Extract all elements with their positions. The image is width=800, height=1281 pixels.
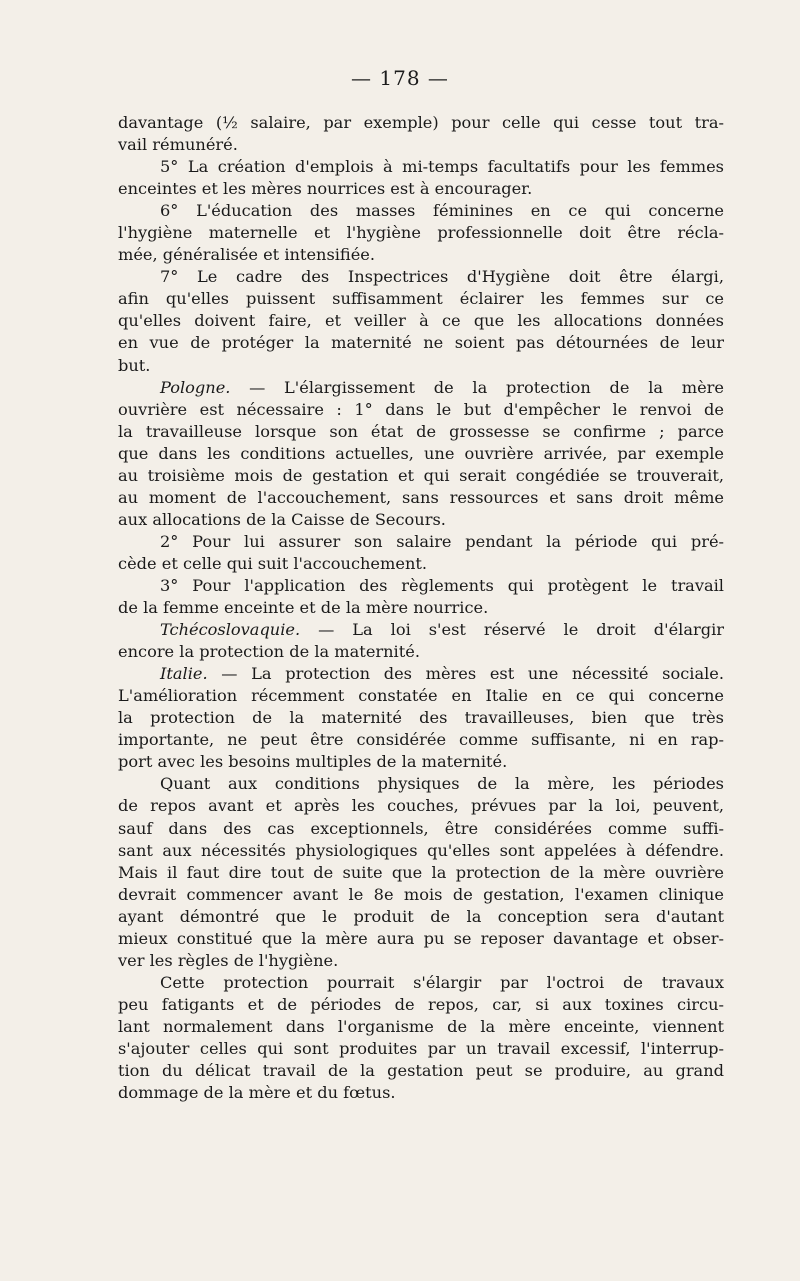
text-line [118, 421, 724, 443]
line-text: Cette protection pourrait s'élargir par l'octroi de travaux [160, 972, 724, 992]
text-line [118, 795, 724, 817]
line-text: Quant aux conditions physiques de la mère, les périodes [160, 774, 724, 794]
text-line [118, 994, 724, 1016]
line-text: importante, ne peut être considérée comme suffisante, ni en rap- [118, 730, 724, 750]
line-text: l'hygiène maternelle et l'hygiène professionnelle doit être récla- [118, 223, 724, 243]
line-text: encore la protection de la maternité. [118, 642, 420, 662]
text-line [118, 244, 724, 266]
text-line [118, 200, 724, 222]
line-text: ayant démontré que le produit de la conception sera d'autant [118, 906, 724, 926]
text-line [118, 531, 724, 553]
line-text: sant aux nécessités physiologiques qu'elles sont appelées à défendre. [118, 840, 724, 860]
line-text: afin qu'elles puissent suffisamment éclairer les femmes sur ce [118, 289, 724, 309]
line-text: dommage de la mère et du fœtus. [118, 1083, 396, 1103]
text-line [118, 1016, 724, 1038]
text-line [118, 707, 724, 729]
line-text: sauf dans des cas exceptionnels, être considérées comme suffi- [118, 818, 724, 838]
text-line [118, 950, 724, 972]
line-text: la protection de la maternité des travailleuses, bien que très [118, 708, 724, 728]
line-text: mée, généralisée et intensifiée. [118, 245, 376, 265]
line-text: tion du délicat travail de la gestation peut se produire, au grand [118, 1061, 724, 1081]
line-text: davantage (½ salaire, par exemple) pour celle qui cesse tout tra- [118, 113, 724, 132]
text-line [118, 487, 724, 509]
text-line [118, 266, 724, 288]
line-text: lant normalement dans l'organisme de la mère enceinte, viennent [118, 1016, 724, 1036]
line-text: ouvrière est nécessaire : 1° dans le but d'empêcher le renvoi de [118, 399, 724, 419]
text-line [118, 906, 724, 928]
text-line [118, 222, 724, 244]
text-line [118, 310, 724, 332]
country-heading: Pologne. [160, 377, 231, 397]
line-text: ver les règles de l'hygiène. [118, 950, 339, 970]
text-line [118, 355, 724, 377]
text-line [118, 884, 724, 906]
line-text: aux allocations de la Caisse de Secours. [118, 509, 446, 529]
line-text: — La loi s'est réservé le droit d'élargir [300, 620, 724, 640]
line-text: but. [118, 355, 151, 375]
line-text: s'ajouter celles qui sont produites par un travail excessif, l'interrup- [118, 1038, 724, 1058]
text-line [118, 663, 724, 685]
line-text: — L'élargissement de la protection de la mère [230, 377, 724, 397]
text-line [118, 597, 724, 619]
text-line [118, 928, 724, 950]
text-line [118, 972, 724, 994]
line-text: 5° La création d'emplois à mi-temps facultatifs pour les femmes [160, 157, 724, 177]
text-line [118, 377, 724, 399]
country-heading: Tchécoslovaquie. [160, 620, 301, 640]
text-line [118, 465, 724, 487]
text-line [118, 1082, 724, 1104]
text-line [118, 553, 724, 575]
text-line [118, 399, 724, 421]
text-line [118, 641, 724, 663]
text-line [118, 685, 724, 707]
text-line [118, 178, 724, 200]
line-text: L'amélioration récemment constatée en Italie en ce qui concerne [118, 686, 724, 706]
line-text: 7° Le cadre des Inspectrices d'Hygiène doit être élargi, [160, 267, 724, 287]
text-line [118, 773, 724, 795]
text-line [118, 288, 724, 310]
text-line [118, 112, 724, 134]
text-line [118, 818, 724, 840]
line-text: au moment de l'accouchement, sans ressources et sans droit même [118, 487, 724, 507]
country-heading: Italie. [160, 664, 208, 684]
body-text [118, 112, 724, 1104]
text-line [118, 619, 724, 641]
text-line [118, 156, 724, 178]
line-text: que dans les conditions actuelles, une ouvrière arrivée, par exemple [118, 443, 724, 463]
line-text: la travailleuse lorsque son état de grossesse se confirme ; parce [118, 421, 724, 441]
text-line [118, 840, 724, 862]
text-line [118, 1038, 724, 1060]
line-text: en vue de protéger la maternité ne soient pas détournées de leur [118, 333, 724, 353]
line-text: peu fatigants et de périodes de repos, car, si aux toxines circu- [118, 994, 724, 1014]
text-line [118, 509, 724, 531]
text-line [118, 729, 724, 751]
line-text: qu'elles doivent faire, et veiller à ce que les allocations données [118, 311, 724, 331]
text-line [118, 862, 724, 884]
line-text: 3° Pour l'application des règlements qui protègent le travail [160, 575, 724, 595]
line-text: enceintes et les mères nourrices est à encourager. [118, 179, 533, 199]
page-number: — 178 — [351, 66, 449, 90]
line-text: cède et celle qui suit l'accouchement. [118, 553, 428, 573]
line-text: de repos avant et après les couches, prévues par la loi, peuvent, [118, 796, 724, 816]
line-text: — La protection des mères est une nécessité sociale. [207, 664, 724, 684]
line-text: mieux constitué que la mère aura pu se reposer davantage et obser- [118, 928, 724, 948]
text-line [118, 751, 724, 773]
line-text: de la femme enceinte et de la mère nourrice. [118, 598, 489, 618]
line-text: au troisième mois de gestation et qui serait congédiée se trouverait, [118, 465, 724, 485]
line-text: Mais il faut dire tout de suite que la protection de la mère ouvrière [118, 862, 724, 882]
line-text: port avec les besoins multiples de la maternité. [118, 752, 508, 772]
line-text: devrait commencer avant le 8e mois de gestation, l'examen clinique [118, 884, 724, 904]
line-text: 2° Pour lui assurer son salaire pendant la période qui pré- [160, 531, 724, 551]
text-line [118, 575, 724, 597]
text-line [118, 1060, 724, 1082]
line-text: 6° L'éducation des masses féminines en ce qui concerne [160, 201, 724, 221]
text-line [118, 332, 724, 354]
line-text: vail rémunéré. [118, 135, 238, 155]
text-line [118, 134, 724, 156]
text-line [118, 443, 724, 465]
